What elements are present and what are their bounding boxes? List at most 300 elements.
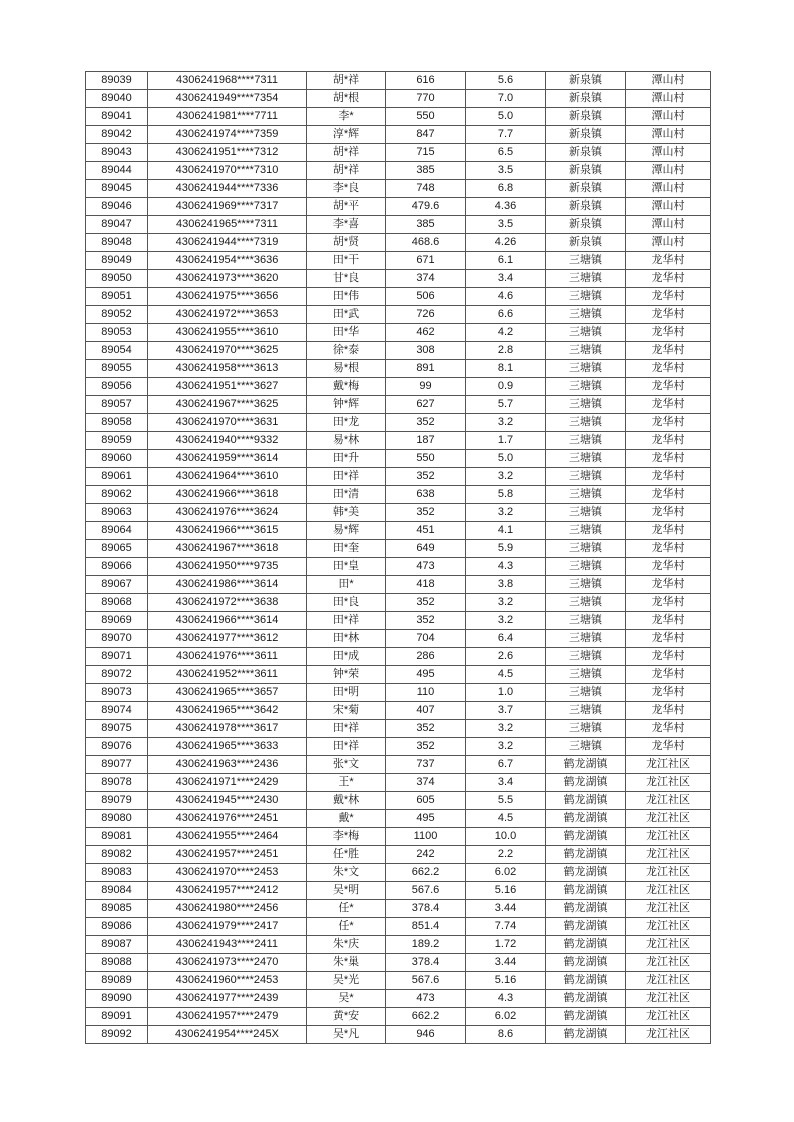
cell-name: 田*伟 (307, 288, 386, 306)
cell-name: 田*祥 (307, 612, 386, 630)
table-row (86, 738, 711, 756)
cell-id-number: 4306241944****7336 (148, 180, 307, 198)
cell-id-number: 4306241957****2451 (148, 846, 307, 864)
cell-town: 三塘镇 (546, 396, 626, 414)
cell-seq: 89087 (86, 936, 148, 954)
cell-village: 潭山村 (626, 144, 711, 162)
cell-area: 6.7 (466, 756, 546, 774)
cell-town: 鹤龙湖镇 (546, 756, 626, 774)
cell-name: 田*奎 (307, 540, 386, 558)
cell-town: 三塘镇 (546, 378, 626, 396)
cell-amount: 352 (386, 612, 466, 630)
cell-area: 3.2 (466, 504, 546, 522)
cell-id-number: 4306241973****3620 (148, 270, 307, 288)
cell-village: 潭山村 (626, 180, 711, 198)
cell-village: 龙江社区 (626, 972, 711, 990)
cell-village: 龙江社区 (626, 828, 711, 846)
cell-amount: 1100 (386, 828, 466, 846)
table-row (86, 1008, 711, 1026)
cell-amount: 110 (386, 684, 466, 702)
cell-area: 3.2 (466, 738, 546, 756)
table-row (86, 90, 711, 108)
cell-name: 田*武 (307, 306, 386, 324)
cell-amount: 418 (386, 576, 466, 594)
cell-amount: 851.4 (386, 918, 466, 936)
cell-name: 李*良 (307, 180, 386, 198)
cell-town: 三塘镇 (546, 486, 626, 504)
cell-name: 淳*辉 (307, 126, 386, 144)
table-row (86, 540, 711, 558)
cell-name: 田*祥 (307, 738, 386, 756)
cell-id-number: 4306241965****3657 (148, 684, 307, 702)
cell-seq: 89063 (86, 504, 148, 522)
cell-seq: 89079 (86, 792, 148, 810)
cell-area: 6.1 (466, 252, 546, 270)
cell-town: 三塘镇 (546, 252, 626, 270)
cell-amount: 495 (386, 810, 466, 828)
cell-town: 三塘镇 (546, 342, 626, 360)
table-row (86, 414, 711, 432)
cell-town: 鹤龙湖镇 (546, 846, 626, 864)
cell-amount: 308 (386, 342, 466, 360)
cell-amount: 616 (386, 72, 466, 90)
cell-amount: 567.6 (386, 882, 466, 900)
cell-name: 田*皇 (307, 558, 386, 576)
cell-area: 5.7 (466, 396, 546, 414)
table-row (86, 558, 711, 576)
cell-seq: 89076 (86, 738, 148, 756)
cell-area: 8.6 (466, 1026, 546, 1044)
cell-town: 三塘镇 (546, 720, 626, 738)
cell-name: 李*梅 (307, 828, 386, 846)
cell-name: 任* (307, 900, 386, 918)
cell-amount: 473 (386, 558, 466, 576)
table-row (86, 360, 711, 378)
cell-seq: 89069 (86, 612, 148, 630)
cell-amount: 638 (386, 486, 466, 504)
cell-area: 1.72 (466, 936, 546, 954)
cell-name: 黄*安 (307, 1008, 386, 1026)
cell-area: 6.6 (466, 306, 546, 324)
cell-name: 李*喜 (307, 216, 386, 234)
cell-id-number: 4306241954****3636 (148, 252, 307, 270)
cell-area: 6.5 (466, 144, 546, 162)
cell-town: 三塘镇 (546, 468, 626, 486)
cell-village: 龙华村 (626, 306, 711, 324)
cell-amount: 468.6 (386, 234, 466, 252)
cell-town: 三塘镇 (546, 504, 626, 522)
table-row (86, 396, 711, 414)
cell-name: 徐*泰 (307, 342, 386, 360)
cell-id-number: 4306241975****3656 (148, 288, 307, 306)
cell-town: 三塘镇 (546, 450, 626, 468)
cell-town: 三塘镇 (546, 684, 626, 702)
cell-id-number: 4306241950****9735 (148, 558, 307, 576)
table-row (86, 108, 711, 126)
cell-amount: 662.2 (386, 864, 466, 882)
table-row (86, 954, 711, 972)
cell-name: 田*清 (307, 486, 386, 504)
cell-seq: 89088 (86, 954, 148, 972)
cell-seq: 89059 (86, 432, 148, 450)
cell-name: 甘*良 (307, 270, 386, 288)
cell-id-number: 4306241976****3624 (148, 504, 307, 522)
cell-amount: 671 (386, 252, 466, 270)
table-row (86, 1026, 711, 1044)
cell-seq: 89049 (86, 252, 148, 270)
cell-amount: 352 (386, 720, 466, 738)
cell-id-number: 4306241943****2411 (148, 936, 307, 954)
cell-id-number: 4306241951****7312 (148, 144, 307, 162)
table-row (86, 756, 711, 774)
cell-town: 鹤龙湖镇 (546, 810, 626, 828)
cell-area: 4.36 (466, 198, 546, 216)
cell-village: 龙华村 (626, 486, 711, 504)
cell-seq: 89043 (86, 144, 148, 162)
cell-name: 戴* (307, 810, 386, 828)
cell-village: 龙华村 (626, 450, 711, 468)
cell-id-number: 4306241986****3614 (148, 576, 307, 594)
cell-id-number: 4306241970****3631 (148, 414, 307, 432)
cell-seq: 89089 (86, 972, 148, 990)
cell-amount: 495 (386, 666, 466, 684)
cell-name: 张*文 (307, 756, 386, 774)
cell-name: 易*辉 (307, 522, 386, 540)
cell-name: 朱*文 (307, 864, 386, 882)
table-row (86, 864, 711, 882)
cell-amount: 847 (386, 126, 466, 144)
cell-id-number: 4306241955****2464 (148, 828, 307, 846)
cell-amount: 352 (386, 504, 466, 522)
cell-town: 鹤龙湖镇 (546, 954, 626, 972)
cell-village: 龙江社区 (626, 810, 711, 828)
cell-village: 龙江社区 (626, 1008, 711, 1026)
cell-town: 鹤龙湖镇 (546, 828, 626, 846)
cell-seq: 89074 (86, 702, 148, 720)
cell-area: 5.6 (466, 72, 546, 90)
cell-amount: 187 (386, 432, 466, 450)
cell-area: 6.8 (466, 180, 546, 198)
cell-village: 潭山村 (626, 162, 711, 180)
cell-village: 龙华村 (626, 612, 711, 630)
cell-id-number: 4306241949****7354 (148, 90, 307, 108)
cell-amount: 770 (386, 90, 466, 108)
cell-name: 钟*辉 (307, 396, 386, 414)
cell-id-number: 4306241957****2479 (148, 1008, 307, 1026)
cell-town: 三塘镇 (546, 270, 626, 288)
table-row (86, 162, 711, 180)
table-row (86, 252, 711, 270)
cell-town: 鹤龙湖镇 (546, 864, 626, 882)
cell-name: 胡*祥 (307, 162, 386, 180)
cell-name: 吴*凡 (307, 1026, 386, 1044)
cell-id-number: 4306241960****2453 (148, 972, 307, 990)
cell-village: 龙江社区 (626, 774, 711, 792)
cell-village: 龙华村 (626, 252, 711, 270)
table-row (86, 144, 711, 162)
cell-id-number: 4306241959****3614 (148, 450, 307, 468)
cell-town: 鹤龙湖镇 (546, 882, 626, 900)
cell-village: 潭山村 (626, 90, 711, 108)
cell-amount: 374 (386, 270, 466, 288)
cell-town: 新泉镇 (546, 72, 626, 90)
cell-area: 4.1 (466, 522, 546, 540)
cell-area: 3.4 (466, 774, 546, 792)
cell-village: 龙华村 (626, 342, 711, 360)
cell-town: 三塘镇 (546, 648, 626, 666)
table-row (86, 288, 711, 306)
cell-seq: 89062 (86, 486, 148, 504)
cell-village: 龙江社区 (626, 846, 711, 864)
cell-seq: 89084 (86, 882, 148, 900)
cell-name: 胡*祥 (307, 72, 386, 90)
cell-id-number: 4306241970****3625 (148, 342, 307, 360)
cell-area: 4.3 (466, 990, 546, 1008)
cell-town: 新泉镇 (546, 180, 626, 198)
cell-town: 三塘镇 (546, 702, 626, 720)
cell-area: 3.44 (466, 900, 546, 918)
cell-seq: 89053 (86, 324, 148, 342)
cell-name: 吴*光 (307, 972, 386, 990)
table-row (86, 972, 711, 990)
cell-id-number: 4306241973****2470 (148, 954, 307, 972)
cell-seq: 89046 (86, 198, 148, 216)
cell-amount: 737 (386, 756, 466, 774)
cell-area: 5.16 (466, 882, 546, 900)
cell-seq: 89090 (86, 990, 148, 1008)
table-row (86, 486, 711, 504)
cell-area: 3.2 (466, 720, 546, 738)
table-row (86, 666, 711, 684)
cell-id-number: 4306241965****3633 (148, 738, 307, 756)
cell-amount: 242 (386, 846, 466, 864)
cell-id-number: 4306241958****3613 (148, 360, 307, 378)
cell-town: 鹤龙湖镇 (546, 1008, 626, 1026)
cell-id-number: 4306241970****7310 (148, 162, 307, 180)
table-row (86, 846, 711, 864)
table-row (86, 522, 711, 540)
cell-seq: 89070 (86, 630, 148, 648)
cell-amount: 407 (386, 702, 466, 720)
cell-seq: 89045 (86, 180, 148, 198)
cell-id-number: 4306241965****7311 (148, 216, 307, 234)
cell-seq: 89066 (86, 558, 148, 576)
cell-seq: 89055 (86, 360, 148, 378)
cell-town: 三塘镇 (546, 360, 626, 378)
cell-town: 三塘镇 (546, 288, 626, 306)
cell-area: 3.2 (466, 612, 546, 630)
table-row (86, 630, 711, 648)
cell-town: 鹤龙湖镇 (546, 774, 626, 792)
cell-area: 3.2 (466, 414, 546, 432)
cell-area: 2.8 (466, 342, 546, 360)
cell-name: 王* (307, 774, 386, 792)
cell-area: 4.5 (466, 666, 546, 684)
cell-amount: 627 (386, 396, 466, 414)
cell-town: 鹤龙湖镇 (546, 900, 626, 918)
cell-seq: 89048 (86, 234, 148, 252)
cell-town: 新泉镇 (546, 144, 626, 162)
cell-area: 3.7 (466, 702, 546, 720)
cell-name: 钟*荣 (307, 666, 386, 684)
records-table (85, 71, 711, 1044)
cell-town: 三塘镇 (546, 666, 626, 684)
cell-name: 韩*美 (307, 504, 386, 522)
cell-seq: 89081 (86, 828, 148, 846)
cell-id-number: 4306241954****245X (148, 1026, 307, 1044)
cell-amount: 726 (386, 306, 466, 324)
cell-seq: 89092 (86, 1026, 148, 1044)
cell-id-number: 4306241951****3627 (148, 378, 307, 396)
table-row (86, 216, 711, 234)
cell-seq: 89082 (86, 846, 148, 864)
cell-id-number: 4306241969****7317 (148, 198, 307, 216)
cell-town: 鹤龙湖镇 (546, 792, 626, 810)
cell-town: 新泉镇 (546, 126, 626, 144)
cell-area: 0.9 (466, 378, 546, 396)
cell-id-number: 4306241977****3612 (148, 630, 307, 648)
cell-area: 3.44 (466, 954, 546, 972)
cell-area: 6.02 (466, 1008, 546, 1026)
cell-town: 三塘镇 (546, 306, 626, 324)
cell-area: 7.0 (466, 90, 546, 108)
cell-village: 龙华村 (626, 468, 711, 486)
cell-id-number: 4306241957****2412 (148, 882, 307, 900)
cell-village: 龙华村 (626, 558, 711, 576)
cell-seq: 89072 (86, 666, 148, 684)
table-row (86, 648, 711, 666)
cell-id-number: 4306241970****2453 (148, 864, 307, 882)
cell-amount: 286 (386, 648, 466, 666)
cell-area: 4.6 (466, 288, 546, 306)
cell-name: 田*良 (307, 594, 386, 612)
cell-id-number: 4306241966****3615 (148, 522, 307, 540)
cell-amount: 715 (386, 144, 466, 162)
cell-id-number: 4306241977****2439 (148, 990, 307, 1008)
cell-town: 三塘镇 (546, 630, 626, 648)
cell-name: 戴*林 (307, 792, 386, 810)
table-row (86, 990, 711, 1008)
cell-id-number: 4306241955****3610 (148, 324, 307, 342)
cell-area: 5.5 (466, 792, 546, 810)
cell-amount: 378.4 (386, 954, 466, 972)
cell-area: 3.2 (466, 468, 546, 486)
cell-town: 新泉镇 (546, 90, 626, 108)
cell-amount: 352 (386, 594, 466, 612)
cell-area: 4.3 (466, 558, 546, 576)
cell-village: 龙华村 (626, 432, 711, 450)
table-row (86, 882, 711, 900)
cell-amount: 506 (386, 288, 466, 306)
cell-name: 吴*明 (307, 882, 386, 900)
cell-area: 3.5 (466, 162, 546, 180)
cell-amount: 649 (386, 540, 466, 558)
cell-seq: 89054 (86, 342, 148, 360)
cell-village: 潭山村 (626, 216, 711, 234)
table-row (86, 504, 711, 522)
cell-village: 龙华村 (626, 270, 711, 288)
cell-area: 2.2 (466, 846, 546, 864)
table-row (86, 270, 711, 288)
cell-village: 潭山村 (626, 198, 711, 216)
cell-seq: 89057 (86, 396, 148, 414)
cell-village: 龙江社区 (626, 900, 711, 918)
cell-village: 龙华村 (626, 702, 711, 720)
table-body (86, 72, 711, 1044)
table-row (86, 900, 711, 918)
cell-seq: 89041 (86, 108, 148, 126)
cell-town: 新泉镇 (546, 198, 626, 216)
cell-amount: 352 (386, 414, 466, 432)
cell-village: 龙华村 (626, 576, 711, 594)
cell-name: 任*胜 (307, 846, 386, 864)
cell-area: 3.4 (466, 270, 546, 288)
table-row (86, 810, 711, 828)
cell-name: 朱*庆 (307, 936, 386, 954)
cell-seq: 89044 (86, 162, 148, 180)
cell-village: 龙华村 (626, 324, 711, 342)
table-row (86, 828, 711, 846)
cell-name: 田*祥 (307, 720, 386, 738)
cell-seq: 89085 (86, 900, 148, 918)
cell-name: 田*明 (307, 684, 386, 702)
cell-village: 龙江社区 (626, 882, 711, 900)
cell-amount: 662.2 (386, 1008, 466, 1026)
cell-area: 4.5 (466, 810, 546, 828)
cell-amount: 946 (386, 1026, 466, 1044)
cell-amount: 473 (386, 990, 466, 1008)
cell-amount: 99 (386, 378, 466, 396)
cell-name: 田*祥 (307, 468, 386, 486)
cell-name: 田*林 (307, 630, 386, 648)
cell-town: 鹤龙湖镇 (546, 1026, 626, 1044)
cell-area: 1.7 (466, 432, 546, 450)
cell-id-number: 4306241968****7311 (148, 72, 307, 90)
cell-seq: 89091 (86, 1008, 148, 1026)
cell-id-number: 4306241940****9332 (148, 432, 307, 450)
cell-village: 龙华村 (626, 594, 711, 612)
cell-town: 新泉镇 (546, 234, 626, 252)
cell-seq: 89073 (86, 684, 148, 702)
cell-town: 鹤龙湖镇 (546, 918, 626, 936)
table-row (86, 342, 711, 360)
cell-name: 田*升 (307, 450, 386, 468)
cell-village: 龙华村 (626, 396, 711, 414)
cell-id-number: 4306241944****7319 (148, 234, 307, 252)
cell-seq: 89042 (86, 126, 148, 144)
cell-name: 戴*梅 (307, 378, 386, 396)
cell-town: 三塘镇 (546, 324, 626, 342)
cell-id-number: 4306241976****3611 (148, 648, 307, 666)
cell-id-number: 4306241974****7359 (148, 126, 307, 144)
cell-name: 吴* (307, 990, 386, 1008)
cell-area: 3.2 (466, 594, 546, 612)
cell-name: 朱*巢 (307, 954, 386, 972)
cell-seq: 89083 (86, 864, 148, 882)
cell-area: 4.26 (466, 234, 546, 252)
table-row (86, 72, 711, 90)
cell-amount: 352 (386, 468, 466, 486)
cell-amount: 451 (386, 522, 466, 540)
cell-village: 龙江社区 (626, 936, 711, 954)
cell-village: 龙华村 (626, 378, 711, 396)
cell-seq: 89071 (86, 648, 148, 666)
table-row (86, 306, 711, 324)
table-row (86, 126, 711, 144)
cell-town: 三塘镇 (546, 540, 626, 558)
cell-village: 龙江社区 (626, 864, 711, 882)
cell-seq: 89061 (86, 468, 148, 486)
